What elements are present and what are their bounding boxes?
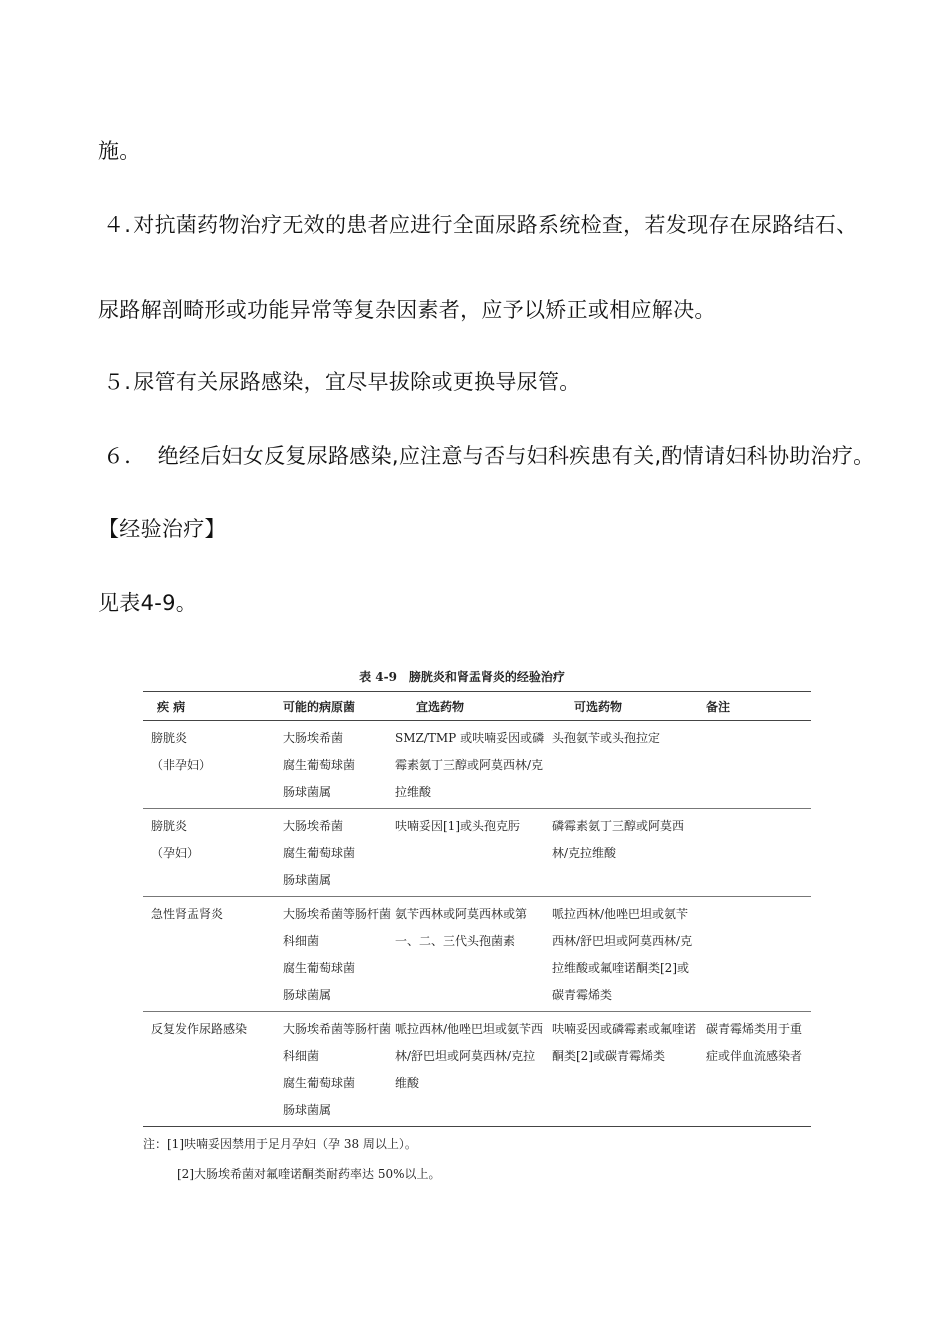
paragraph-5 [103, 367, 581, 397]
item-number: ４. [103, 213, 132, 237]
section-title: 【经验治疗】 [98, 517, 226, 541]
preferred-drug-cell: 呋喃妥因[1]或头孢克肟 [395, 809, 552, 897]
alternative-drug-cell: 头孢氨苄或头孢拉定 [552, 721, 706, 809]
paragraph-text: 尿路解剖畸形或功能异常等复杂因素者，应予以矫正或相应解决。 [98, 298, 716, 322]
table-title: 表 4-9 膀胱炎和肾盂肾炎的经验治疗 [359, 670, 565, 684]
table-note-1: 注：[1]呋喃妥因禁用于足月孕妇（孕 38 周以上）。 [143, 1137, 417, 1151]
table-reference [98, 588, 197, 618]
table-row [143, 1012, 811, 1127]
column-header: 可能的病原菌 [283, 692, 395, 721]
paragraph-text: 施。 [98, 139, 141, 163]
pathogen-cell: 大肠埃希菌 腐生葡萄球菌 肠球菌属 [283, 721, 395, 809]
preferred-drug-cell: 氨苄西林或阿莫西林或第一、二、三代头孢菌素 [395, 897, 552, 1012]
disease-cell: 膀胱炎 （非孕妇） [143, 721, 283, 809]
paragraph-text: 见表4-9。 [98, 591, 198, 615]
column-header: 可选药物 [552, 692, 706, 721]
disease-cell: 膀胱炎 （孕妇） [143, 809, 283, 897]
remarks-cell: 碳青霉烯类用于重症或伴血流感染者 [706, 1022, 803, 1063]
alternative-drug-cell: 哌拉西林/他唑巴坦或氨苄西林/舒巴坦或阿莫西林/克拉维酸或氟喹诺酮类[2]或碳青霉烯类 [552, 897, 706, 1012]
paragraph-text: 绝经后妇女反复尿路感染,应注意与否与妇科疾患有关,酌情请妇科协助治疗。 [157, 444, 875, 468]
paragraph-text: 尿管有关尿路感染，宜尽早拔除或更换导尿管。 [133, 370, 581, 394]
paragraph-text: 对抗菌药物治疗无效的患者应进行全面尿路系统检查，若发现存在尿路结石、 [133, 213, 858, 237]
preferred-drug-cell: SMZ/TMP 或呋喃妥因或磷霉素氨丁三醇或阿莫西林/克拉维酸 [395, 721, 552, 809]
column-header: 疾 病 [143, 692, 283, 721]
alternative-drug-cell: 磷霉素氨丁三醇或阿莫西林/克拉维酸 [552, 809, 706, 897]
item-number: ５. [103, 370, 132, 394]
alternative-drug-cell: 呋喃妥因或磷霉素或氟喹诺酮类[2]或碳青霉烯类 [552, 1022, 697, 1063]
column-header: 宜选药物 [395, 692, 552, 721]
table-header-row [143, 692, 811, 721]
remarks-cell [706, 897, 811, 1012]
disease-cell: 急性肾盂肾炎 [143, 897, 283, 1012]
pathogen-cell: 大肠埃希菌等肠杆菌科细菌 腐生葡萄球菌 肠球菌属 [283, 1022, 392, 1117]
table-row [143, 897, 811, 1012]
disease-cell: 反复发作尿路感染 [151, 1022, 248, 1036]
table-figure [143, 668, 811, 1187]
paragraph-4 [103, 210, 857, 240]
table-row [143, 721, 811, 809]
section-heading [98, 514, 226, 544]
column-header: 备注 [706, 692, 811, 721]
pathogen-cell: 大肠埃希菌 腐生葡萄球菌 肠球菌属 [283, 809, 395, 897]
table-row [143, 809, 811, 897]
table-note-2: [2]大肠埃希菌对氟喹诺酮类耐药率达 50%以上。 [177, 1167, 441, 1181]
pathogen-cell: 大肠埃希菌等肠杆菌科细菌 腐生葡萄球菌 肠球菌属 [283, 897, 395, 1012]
preferred-drug-cell: 哌拉西林/他唑巴坦或氨苄西林/舒巴坦或阿莫西林/克拉维酸 [395, 1022, 544, 1090]
remarks-cell [706, 721, 811, 809]
item-number: ６． [103, 444, 146, 468]
paragraph-4-continued [98, 295, 716, 325]
paragraph-end [98, 136, 141, 166]
paragraph-6 [103, 441, 874, 471]
remarks-cell [706, 809, 811, 897]
treatment-table [143, 691, 811, 1127]
